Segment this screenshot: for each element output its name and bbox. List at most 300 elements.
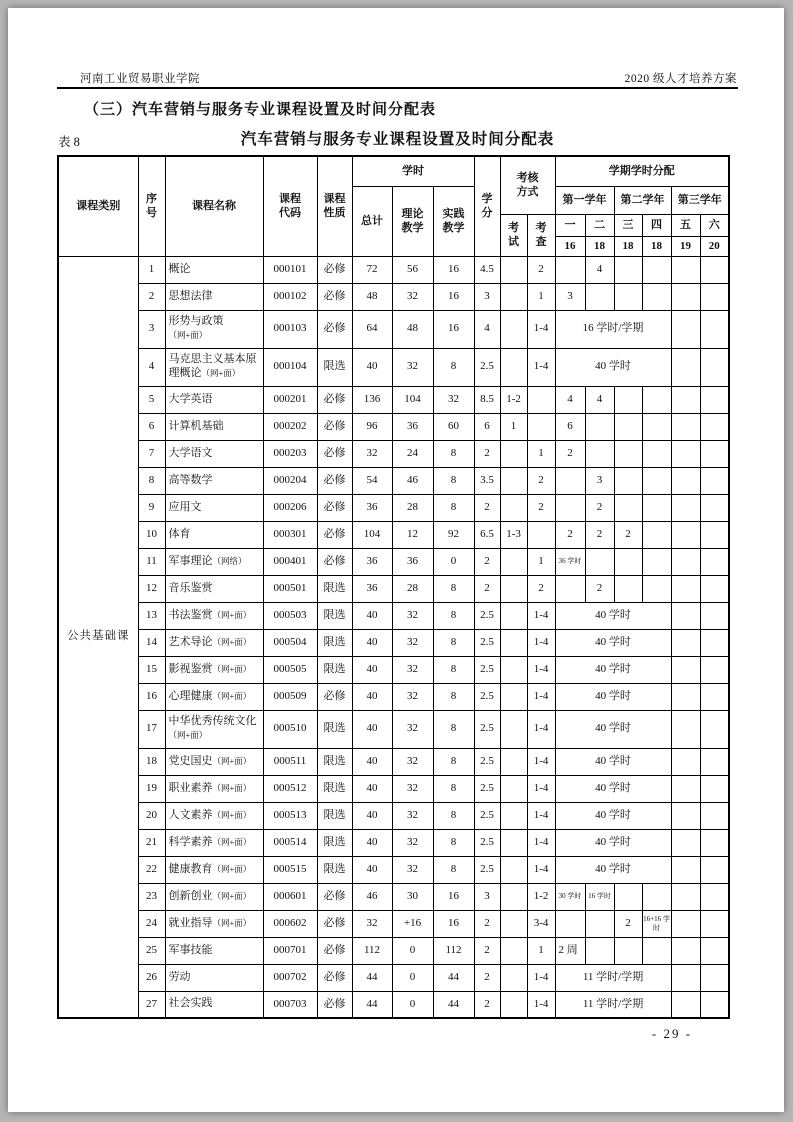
check-sem: 1-4 [527, 348, 555, 386]
course-nature: 必修 [317, 683, 352, 710]
credit: 2.5 [474, 775, 500, 802]
course-nature: 必修 [317, 494, 352, 521]
sem-alloc-cell: 40 学时 [555, 775, 671, 802]
exam-sem [500, 710, 527, 748]
col-header-category: 课程类别 [58, 156, 138, 256]
course-nature: 限选 [317, 802, 352, 829]
col-header-nature [317, 156, 352, 256]
hours-practice: 44 [433, 964, 474, 991]
hours-practice: 8 [433, 656, 474, 683]
course-name: 应用文 [168, 500, 202, 513]
row-number: 10 [138, 521, 165, 548]
course-row-27 [58, 991, 729, 1018]
row-number: 2 [138, 283, 165, 310]
hours-total: 40 [352, 656, 392, 683]
col-header-credit [474, 156, 500, 256]
row-number: 19 [138, 775, 165, 802]
course-name-cell [165, 710, 263, 748]
course-name-cell [165, 602, 263, 629]
exam-sem [500, 629, 527, 656]
check-sem: 1-4 [527, 856, 555, 883]
col-header-sem-3: 三 [614, 214, 642, 236]
exam-sem [500, 548, 527, 575]
sem-alloc-cell: 2 [614, 910, 642, 937]
col-header-theory-label: 理论教学 [401, 207, 424, 234]
course-nature: 限选 [317, 829, 352, 856]
course-nature: 必修 [317, 910, 352, 937]
hours-total: 36 [352, 575, 392, 602]
sem-alloc-cell [585, 440, 614, 467]
course-row-23 [58, 883, 729, 910]
course-nature: 限选 [317, 348, 352, 386]
hours-practice: 112 [433, 937, 474, 964]
hours-theory: 28 [392, 575, 433, 602]
course-name-cell [165, 856, 263, 883]
course-name: 大学语文 [168, 446, 213, 459]
course-name-cell [165, 829, 263, 856]
course-nature: 必修 [317, 937, 352, 964]
course-name-note: （网络） [212, 555, 247, 566]
course-name: 健康教育 [168, 862, 213, 875]
course-row-25 [58, 937, 729, 964]
check-sem: 1-4 [527, 829, 555, 856]
exam-sem [500, 883, 527, 910]
course-name: 思想法律 [168, 289, 213, 302]
exam-sem [500, 656, 527, 683]
course-name: 劳动 [168, 970, 191, 983]
exam-sem [500, 602, 527, 629]
sem-alloc-cell [671, 856, 700, 883]
hours-total: 40 [352, 683, 392, 710]
course-name: 心理健康 [168, 689, 213, 702]
hours-total: 40 [352, 802, 392, 829]
exam-sem [500, 829, 527, 856]
course-name-cell [165, 283, 263, 310]
sem-alloc-cell [614, 575, 642, 602]
row-number: 25 [138, 937, 165, 964]
credit: 2.5 [474, 710, 500, 748]
hours-theory: 32 [392, 856, 433, 883]
hours-theory: 32 [392, 656, 433, 683]
sem-alloc-cell [700, 775, 729, 802]
course-code: 000301 [263, 521, 317, 548]
hours-practice: 8 [433, 602, 474, 629]
hours-total: 44 [352, 991, 392, 1018]
sem-alloc-cell [671, 883, 700, 910]
hours-practice: 8 [433, 348, 474, 386]
sem-alloc-cell [642, 386, 671, 413]
sem-alloc-cell: 2 周 [555, 937, 585, 964]
hours-total: 40 [352, 348, 392, 386]
page-number: - 29 - [651, 1026, 693, 1041]
sem-alloc-cell [614, 386, 642, 413]
course-nature: 必修 [317, 256, 352, 283]
sem-alloc-cell [614, 937, 642, 964]
course-code: 000509 [263, 683, 317, 710]
col-header-sem-alloc: 学期学时分配 [555, 156, 729, 186]
col-header-theory [392, 186, 433, 256]
course-table-head [58, 156, 729, 256]
credit: 8.5 [474, 386, 500, 413]
course-nature: 限选 [317, 748, 352, 775]
col-header-sem-5: 五 [671, 214, 700, 236]
course-name-cell [165, 440, 263, 467]
row-number: 21 [138, 829, 165, 856]
sem-alloc-cell [642, 521, 671, 548]
sem-alloc-cell [671, 602, 700, 629]
check-sem: 1-4 [527, 802, 555, 829]
course-row-11 [58, 548, 729, 575]
sem-alloc-cell [700, 991, 729, 1018]
col-header-assess-label: 考核方式 [516, 171, 539, 199]
credit: 2 [474, 964, 500, 991]
sem-alloc-cell [671, 802, 700, 829]
weeks-sem-5: 19 [671, 236, 700, 256]
running-header-plan: 2020 级人才培养方案 [624, 73, 737, 85]
col-header-exam-label: 考试 [508, 221, 520, 248]
course-name-note: （网+面） [212, 782, 252, 793]
check-sem [527, 386, 555, 413]
hours-total: 96 [352, 413, 392, 440]
course-row-14 [58, 629, 729, 656]
course-row-21 [58, 829, 729, 856]
sem-alloc-cell [700, 575, 729, 602]
hours-theory: 0 [392, 964, 433, 991]
sem-alloc-cell [614, 883, 642, 910]
credit: 3 [474, 883, 500, 910]
course-row-17 [58, 710, 729, 748]
hours-total: 40 [352, 629, 392, 656]
course-name-cell [165, 910, 263, 937]
exam-sem: 1 [500, 413, 527, 440]
course-nature: 必修 [317, 964, 352, 991]
course-row-16 [58, 683, 729, 710]
row-number: 7 [138, 440, 165, 467]
sem-alloc-cell [700, 467, 729, 494]
sem-alloc-cell [700, 348, 729, 386]
hours-total: 40 [352, 748, 392, 775]
hours-total: 48 [352, 283, 392, 310]
running-header-school: 河南工业贸易职业学院 [80, 73, 200, 85]
hours-theory: 0 [392, 937, 433, 964]
sem-alloc-cell [671, 683, 700, 710]
hours-practice: 16 [433, 256, 474, 283]
hours-theory: 32 [392, 283, 433, 310]
hours-practice: 16 [433, 883, 474, 910]
check-sem: 1-4 [527, 656, 555, 683]
course-code: 000602 [263, 910, 317, 937]
course-name-cell [165, 386, 263, 413]
hours-theory: 32 [392, 829, 433, 856]
credit: 2.5 [474, 348, 500, 386]
hours-theory: 30 [392, 883, 433, 910]
course-row-26 [58, 964, 729, 991]
course-code: 000102 [263, 283, 317, 310]
hours-total: 64 [352, 310, 392, 348]
credit: 2.5 [474, 629, 500, 656]
exam-sem [500, 683, 527, 710]
course-nature: 必修 [317, 991, 352, 1018]
sem-alloc-cell: 40 学时 [555, 602, 671, 629]
hours-theory: 28 [392, 494, 433, 521]
sem-alloc-cell [671, 748, 700, 775]
course-nature: 限选 [317, 656, 352, 683]
sem-alloc-cell: 2 [614, 521, 642, 548]
course-code: 000510 [263, 710, 317, 748]
sem-alloc-cell: 6 [555, 413, 585, 440]
col-header-no [138, 156, 165, 256]
sem-alloc-cell [700, 256, 729, 283]
hours-practice: 8 [433, 829, 474, 856]
credit: 4.5 [474, 256, 500, 283]
course-nature: 必修 [317, 310, 352, 348]
course-name-cell [165, 748, 263, 775]
course-name-note: （网+面） [201, 368, 241, 378]
sem-alloc-cell: 4 [555, 386, 585, 413]
check-sem: 1-4 [527, 748, 555, 775]
course-name: 社会实践 [168, 997, 213, 1010]
course-name-cell [165, 548, 263, 575]
sem-alloc-cell [555, 467, 585, 494]
course-name-note: （网+面） [212, 690, 252, 701]
course-name-note: （网+面） [168, 730, 208, 740]
course-name-note: （网+面） [168, 330, 208, 340]
col-header-exam [500, 214, 527, 256]
check-sem: 2 [527, 575, 555, 602]
course-nature: 必修 [317, 413, 352, 440]
course-code: 000513 [263, 802, 317, 829]
row-number: 14 [138, 629, 165, 656]
course-name: 就业指导 [168, 916, 213, 929]
hours-practice: 8 [433, 440, 474, 467]
hours-practice: 8 [433, 575, 474, 602]
course-row-4 [58, 348, 729, 386]
sem-alloc-cell [585, 548, 614, 575]
sem-alloc-cell: 2 [585, 494, 614, 521]
sem-alloc-cell [700, 440, 729, 467]
course-code: 000501 [263, 575, 317, 602]
credit: 2.5 [474, 856, 500, 883]
course-row-22 [58, 856, 729, 883]
sem-alloc-cell [614, 256, 642, 283]
row-number: 17 [138, 710, 165, 748]
row-number: 12 [138, 575, 165, 602]
col-header-year2: 第二学年 [614, 186, 671, 214]
sem-alloc-cell [642, 256, 671, 283]
sem-alloc-cell [642, 467, 671, 494]
hours-practice: 16 [433, 910, 474, 937]
course-code: 000514 [263, 829, 317, 856]
hours-theory: 36 [392, 413, 433, 440]
col-header-practice-label: 实践教学 [442, 207, 465, 234]
sem-alloc-cell [614, 467, 642, 494]
check-sem: 1-4 [527, 964, 555, 991]
sem-alloc-cell: 40 学时 [555, 656, 671, 683]
sem-alloc-cell [671, 548, 700, 575]
sem-alloc-cell [642, 440, 671, 467]
hours-practice: 92 [433, 521, 474, 548]
credit: 2 [474, 575, 500, 602]
course-name-note: （网+面） [212, 809, 252, 820]
course-name: 体育 [168, 527, 191, 540]
exam-sem [500, 348, 527, 386]
course-name-note: （网+面） [212, 863, 252, 874]
course-row-7 [58, 440, 729, 467]
document-page [8, 8, 784, 1112]
course-nature: 限选 [317, 775, 352, 802]
hours-theory: 56 [392, 256, 433, 283]
course-name-note: （网+面） [212, 890, 252, 901]
check-sem [527, 521, 555, 548]
exam-sem [500, 575, 527, 602]
sem-alloc-cell [700, 910, 729, 937]
hours-theory: 46 [392, 467, 433, 494]
course-table-body [58, 256, 729, 1018]
hours-theory: 12 [392, 521, 433, 548]
col-header-nature-label: 课程性质 [323, 192, 346, 220]
hours-theory: +16 [392, 910, 433, 937]
course-code: 000104 [263, 348, 317, 386]
sem-alloc-cell: 40 学时 [555, 829, 671, 856]
check-sem: 1-2 [527, 883, 555, 910]
sem-alloc-cell [642, 883, 671, 910]
course-row-10 [58, 521, 729, 548]
sem-alloc-cell [585, 910, 614, 937]
hours-total: 36 [352, 548, 392, 575]
check-sem: 2 [527, 256, 555, 283]
sem-alloc-cell [585, 283, 614, 310]
exam-sem [500, 856, 527, 883]
course-name: 中华优秀传统文化 [168, 715, 257, 728]
exam-sem: 1-2 [500, 386, 527, 413]
course-name: 形势与政策 [168, 315, 224, 328]
course-name-cell [165, 937, 263, 964]
hours-total: 136 [352, 386, 392, 413]
credit: 2 [474, 910, 500, 937]
hours-practice: 16 [433, 283, 474, 310]
sem-alloc-cell [700, 386, 729, 413]
sem-alloc-cell: 2 [555, 521, 585, 548]
credit: 2 [474, 991, 500, 1018]
hours-theory: 32 [392, 629, 433, 656]
course-name-cell [165, 494, 263, 521]
row-number: 24 [138, 910, 165, 937]
sem-alloc-cell [555, 575, 585, 602]
sem-alloc-cell [700, 548, 729, 575]
check-sem: 1-4 [527, 602, 555, 629]
sem-alloc-cell [642, 494, 671, 521]
sem-alloc-cell [671, 283, 700, 310]
course-name-note: （网+面） [212, 917, 252, 928]
course-name-cell [165, 629, 263, 656]
course-name: 党史国史 [168, 754, 213, 767]
row-number: 5 [138, 386, 165, 413]
hours-total: 40 [352, 710, 392, 748]
hours-theory: 32 [392, 802, 433, 829]
check-sem: 1-4 [527, 775, 555, 802]
sem-alloc-cell [700, 629, 729, 656]
credit: 6.5 [474, 521, 500, 548]
col-header-year1: 第一学年 [555, 186, 614, 214]
check-sem: 1-4 [527, 710, 555, 748]
course-name: 马克思主义基本原理概论 [168, 353, 257, 379]
col-header-year3: 第三学年 [671, 186, 729, 214]
course-code: 000201 [263, 386, 317, 413]
hours-theory: 32 [392, 710, 433, 748]
hours-theory: 32 [392, 683, 433, 710]
sem-alloc-cell [700, 802, 729, 829]
sem-alloc-cell [614, 440, 642, 467]
col-header-check-label: 考查 [535, 221, 547, 248]
sem-alloc-cell: 40 学时 [555, 802, 671, 829]
sem-alloc-cell [671, 440, 700, 467]
course-nature: 必修 [317, 883, 352, 910]
course-row-19 [58, 775, 729, 802]
sem-alloc-cell [642, 413, 671, 440]
hours-theory: 36 [392, 548, 433, 575]
course-row-9 [58, 494, 729, 521]
course-code: 000202 [263, 413, 317, 440]
course-name-cell [165, 964, 263, 991]
sem-alloc-cell: 3 [555, 283, 585, 310]
sem-alloc-cell: 40 学时 [555, 683, 671, 710]
credit: 2.5 [474, 802, 500, 829]
credit: 2.5 [474, 683, 500, 710]
sem-alloc-cell [700, 283, 729, 310]
sem-alloc-cell [671, 964, 700, 991]
check-sem: 1-4 [527, 310, 555, 348]
row-number: 11 [138, 548, 165, 575]
hours-total: 40 [352, 602, 392, 629]
sem-alloc-cell [671, 467, 700, 494]
exam-sem [500, 775, 527, 802]
course-row-15 [58, 656, 729, 683]
table-title: 汽车营销与服务专业课程设置及时间分配表 [240, 131, 555, 148]
hours-practice: 8 [433, 629, 474, 656]
course-name-note: （网+面） [212, 609, 252, 620]
sem-alloc-cell [585, 413, 614, 440]
sem-alloc-cell [614, 283, 642, 310]
course-code: 000204 [263, 467, 317, 494]
hours-total: 72 [352, 256, 392, 283]
course-code: 000101 [263, 256, 317, 283]
sem-alloc-cell [642, 575, 671, 602]
col-header-assess [500, 156, 555, 214]
sem-alloc-cell: 40 学时 [555, 348, 671, 386]
course-name-cell [165, 802, 263, 829]
course-name: 科学素养 [168, 835, 213, 848]
course-name-cell [165, 467, 263, 494]
row-number: 8 [138, 467, 165, 494]
col-header-total: 总计 [352, 186, 392, 256]
sem-alloc-cell [671, 937, 700, 964]
course-name-note: （网+面） [212, 636, 252, 647]
sem-alloc-cell: 40 学时 [555, 748, 671, 775]
sem-alloc-cell [614, 548, 642, 575]
course-name: 影视鉴赏 [168, 662, 213, 675]
row-number: 3 [138, 310, 165, 348]
hours-total: 44 [352, 964, 392, 991]
course-nature: 必修 [317, 467, 352, 494]
course-name: 艺术导论 [168, 635, 213, 648]
course-nature: 必修 [317, 386, 352, 413]
col-header-code-label: 课程代码 [279, 192, 301, 220]
hours-total: 112 [352, 937, 392, 964]
row-number: 13 [138, 602, 165, 629]
hours-practice: 8 [433, 856, 474, 883]
sem-alloc-cell [700, 829, 729, 856]
hours-practice: 8 [433, 802, 474, 829]
